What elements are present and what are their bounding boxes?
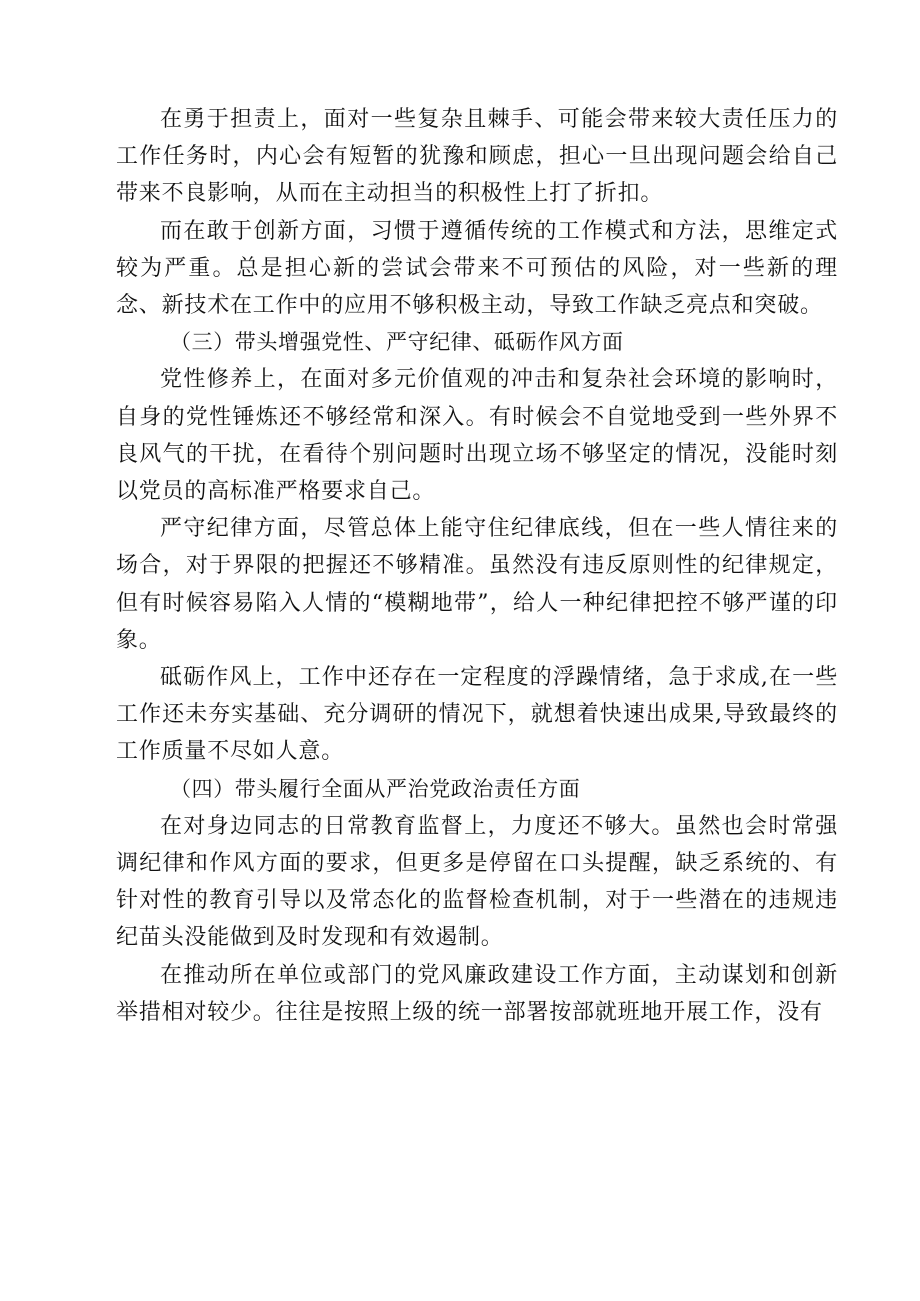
paragraph-innovation: 而在敢于创新方面，习惯于遵循传统的工作模式和方法，思维定式较为严重。总是担心新的尝试会带来不可预估的风险，对一些新的理念、新技术在工作中的应用不够积极主动，导致工作缺乏亮点和突破。 <box>116 218 838 319</box>
paragraph-integrity-building: 在推动所在单位或部门的党风廉政建设工作方面，主动谋划和创新举措相对较少。往往是按照上级的统一部署按部就班地开展工作，没有 <box>116 962 838 1025</box>
section-heading-3: （三）带头增强党性、严守纪律、砥砺作风方面 <box>170 330 624 355</box>
paragraph-supervision: 在对身边同志的日常教育监督上，力度还不够大。虽然也会时常强调纪律和作风方面的要求，但更多是停留在口头提醒，缺乏系统的、有针对性的教育引导以及常态化的监督检查机制，对于一些潜在的违规违纪苗头没能做到及时发现和有效遏制。 <box>116 813 838 951</box>
paragraph-discipline: 严守纪律方面，尽管总体上能守住纪律底线，但在一些人情往来的场合，对于界限的把握还不够精准。虽然没有违反原则性的纪律规定，但有时候容易陷入人情的“模糊地带”，给人一种纪律把控不够严谨的印象。 <box>116 516 838 653</box>
document-body <box>116 101 838 1031</box>
paragraph-work-style: 砥砺作风上，工作中还存在一定程度的浮躁情绪，急于求成,在一些工作还未夯实基础、充分调研的情况下，就想着快速出成果,导致最终的工作质量不尽如人意。 <box>116 665 838 765</box>
paragraph-party-spirit: 党性修养上，在面对多元价值观的冲击和复杂社会环境的影响时，自身的党性锤炼还不够经常和深入。有时候会不自觉地受到一些外界不良风气的干扰，在看待个别问题时出现立场不够坚定的情况，没能时刻以党员的高标准严格要求自己。 <box>116 367 838 505</box>
section-heading-4: （四）带头履行全面从严治党政治责任方面 <box>170 776 581 801</box>
paragraph-responsibility: 在勇于担责上，面对一些复杂且棘手、可能会带来较大责任压力的工作任务时，内心会有短暂的犹豫和顾虑，担心一旦出现问题会给自己带来不良影响，从而在主动担当的积极性上打了折扣。 <box>116 107 838 207</box>
